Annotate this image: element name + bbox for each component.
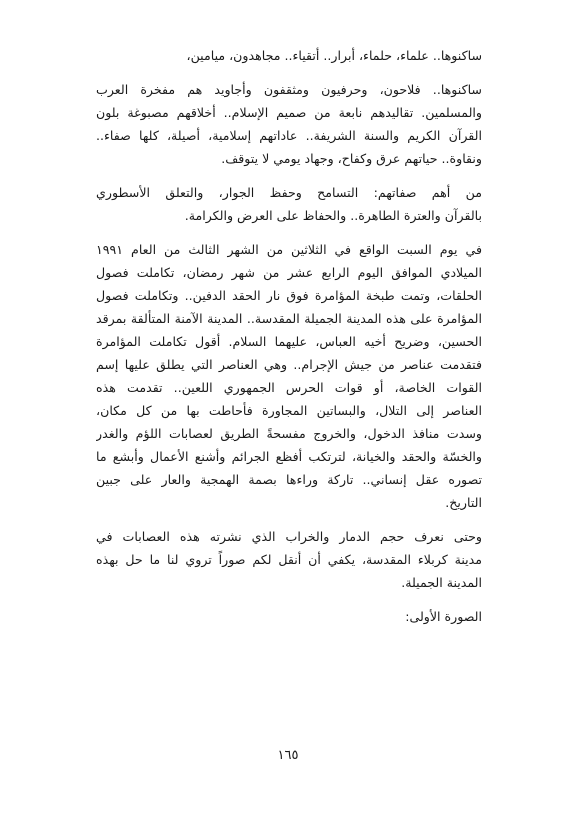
text-line: ونقاوة.. حياتهم عرق وكفاح، وجهاد يومي لا يتوقف. [221, 151, 482, 166]
text-line: مدينة كربلاء المقدسة، يكفي أن أنقل لكم صوراً تروي لنا ما حل بهذه [96, 552, 482, 567]
text-line: الحسين، وضريح أخيه العباس، عليهما السلام. أقول تكاملت المؤامرة [96, 334, 482, 349]
page-number: ١٦٥ [277, 748, 299, 763]
text-line: الميلادي الموافق اليوم الرابع عشر من شهر رمضان، تكاملت فصول [96, 265, 482, 280]
text-line: المدينة الجميلة. [401, 575, 482, 590]
text-line: ساكنوها.. فلاحون، وحرفيون ومثقفون وأجاويد هم مفخرة العرب [96, 82, 482, 97]
paragraph-2 [96, 78, 482, 170]
text-line: تصوره عقل إنساني.. تاركة وراءها بصمة الهمجية والعار على جبين [96, 472, 482, 487]
section-heading: الصورة الأولى: [405, 609, 482, 624]
paragraph-4 [96, 238, 482, 514]
paragraph-5 [96, 525, 482, 594]
text-line: القرآن الكريم والسنة الشريفة.. عاداتهم إسلامية، أصيلة، كلها صفاء.. [96, 128, 482, 143]
paragraph-6 [96, 605, 482, 628]
text-line: والخسّة والحقد والخيانة، لترتكب أفظع الجرائم وأشنع الأعمال وأبشع ما [96, 449, 482, 464]
text-line: من أهم صفاتهم: التسامح وحفظ الجوار، والتعلق الأسطوري [96, 185, 482, 200]
page-body [96, 44, 482, 628]
text-line: بالقرآن والعترة الطاهرة.. والحفاظ على العرض والكرامة. [184, 208, 482, 223]
text-line: التاريخ. [445, 495, 482, 510]
text-line: الحلقات، وتمت طبخة المؤامرة فوق نار الحقد الدفين.. وتكاملت فصول [96, 288, 482, 303]
paragraph-3 [96, 181, 482, 227]
text-line: العناصر إلى التلال، والبساتين المجاورة فأحاطت بها من كل مكان، [96, 403, 482, 418]
text-line: المؤامرة على هذه المدينة الجميلة المقدسة.. المدينة الآمنة المتألقة بمرقد [96, 311, 482, 326]
text-line: وحتى نعرف حجم الدمار والخراب الذي نشرته هذه العصابات في [96, 529, 482, 544]
text-line: في يوم السبت الواقع في الثلاثين من الشهر الثالث من العام ١٩٩١ [96, 242, 482, 257]
text-line: ساكنوها.. علماء، حلماء، أبرار.. أتقياء.. مجاهدون، ميامين، [186, 48, 482, 63]
text-line: والمسلمين. تقاليدهم نابعة من صميم الإسلام.. أخلاقهم مصبوغة بلون [96, 105, 482, 120]
text-line: فتقدمت عناصر من جيش الإجرام.. وهي العناصر التي يطلق عليها إسم [96, 357, 482, 372]
text-line: وسدت منافذ الدخول، والخروج مفسحةً الطريق لعصابات اللؤم والغدر [96, 426, 482, 441]
paragraph-1 [96, 44, 482, 67]
text-line: القوات الخاصة، أو قوات الحرس الجمهوري اللعين.. تقدمت هذه [96, 380, 482, 395]
